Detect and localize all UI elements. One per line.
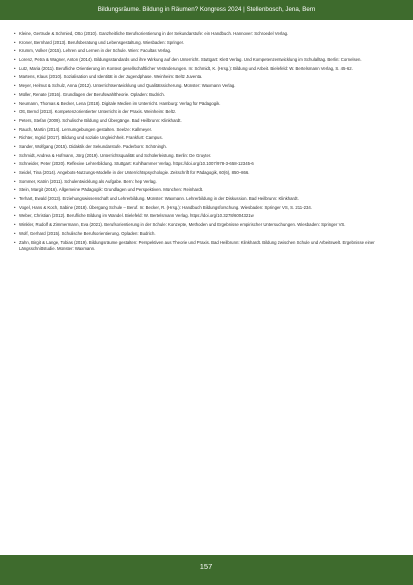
bullet-icon: •: [14, 126, 16, 132]
page-number: 157: [199, 562, 213, 571]
reference-item: • Rauch, Martin (2014). Lernumgebungen gestalten. Seelze: Kallmeyer.: [14, 126, 153, 132]
reference-item: • Schneider, Peter (2020). Reflexive Lehrerbildung. Stuttgart: Kohlhammer Verlag. https://doi.org/10.1007/978-3-658-12345-6: [14, 161, 254, 167]
bullet-icon: •: [14, 204, 16, 210]
reference-item: • Kleine, Gertrude & Schmied, Otto (2010). Ganzheitliche Berufsorientierung in der Sekundarstufe: ein Handbuch. Hannover: Schroedel Verlag.: [14, 31, 289, 36]
reference-item: • Richter, Ingrid (2017). Bildung und soziale Ungleichheit. Frankfurt: Campus.: [14, 135, 163, 141]
bullet-icon: •: [14, 48, 16, 54]
bullet-icon: •: [14, 170, 16, 175]
bullet-icon: •: [14, 83, 16, 89]
reference-list: [14, 31, 400, 254]
reference-item: • Ott, Bernd (2013). Kompetenzorientierter Unterricht in der Praxis. Weinheim: Beltz.: [14, 109, 177, 115]
reference-item: • Winkler, Rudolf & Zimmermann, Eva (2021). Berufsorientierung in der Schule: Konzepte, Methoden und Ergebnisse empirischer Untersuchungen. Wiesbaden: Springer VS.: [14, 222, 346, 228]
bullet-icon: •: [14, 39, 16, 45]
bullet-icon: •: [14, 178, 16, 184]
reference-item: • Lutz, Maria (2011). Berufliche Orientierung im Kontext gesellschaftlicher Veränderungen. In: Schmidt, K. (Hrsg.): Bildung und Arbeit. Bielefeld: W. Bertelsmann Verlag, S. 45-62.: [14, 65, 353, 71]
bullet-icon: •: [14, 161, 16, 167]
reference-item: • Martens, Klaus (2010). Sozialisation und Identität in der Jugendphase. Weinheim: Beltz Juventa.: [14, 74, 203, 80]
reference-item: • Müller, Renate (2016). Grundlagen der Berufswahltheorie. Opladen: Budrich.: [14, 91, 165, 97]
reference-item: • Krumm, Volker (2015). Lehren und Lernen in der Schule. Wien: Facultas Verlag.: [14, 48, 172, 54]
bullet-icon: •: [14, 109, 16, 115]
reference-item: • Stein, Margit (2016). Allgemeine Pädagogik: Grundlagen und Perspektiven. München: Reinhardt.: [14, 187, 204, 193]
bullet-icon: •: [14, 91, 16, 97]
reference-item: • Neumann, Thomas & Becker, Lena (2018). Digitale Medien im Unterricht. Hamburg: Verlag für Pädagogik.: [14, 100, 221, 106]
reference-item: • Weber, Christian (2012). Berufliche Bildung im Wandel. Bielefeld: W. Bertelsmann Verlag. https://doi.org/10.3278/6004321w: [14, 213, 254, 219]
reference-item: • Vogel, Hans & Koch, Sabine (2018). Übergang Schule – Beruf. In: Becker, R. (Hrsg.): Handbuch Bildungsforschung. Wiesbaden: Springer VS, S. 211-234.: [14, 204, 312, 210]
bullet-icon: •: [14, 230, 16, 236]
reference-item: • Seidel, Tina (2014). Angebots-Nutzungs-Modelle in der Unterrichtspsychologie. Zeitschrift für Pädagogik, 60(6), 850–866.: [14, 170, 250, 175]
reference-item: • Wolf, Gerhard (2015). Schulische Berufsorientierung. Opladen: Budrich.: [14, 230, 156, 236]
bullet-icon: •: [14, 143, 16, 149]
reference-item: • Lorenz, Petra & Wagner, Anton (2014). Bildungsstandards und ihre Wirkung auf den Unterricht. Stuttgart: Klett Verlag. Und Kompetenzentwicklung im Schulalltag. Berlin: Cornelsen.: [14, 57, 362, 63]
reference-item: • Sommer, Katrin (2011). Schulentwicklung als Aufgabe. Bern: hep Verlag.: [14, 178, 157, 184]
reference-item: • Zahn, Birgit & Lange, Tobias (2019). Bildungsräume gestalten: Perspektiven aus Theorie und Praxis. Bad Heilbrunn: Klinkhardt. Bildung zwischen Schule und Arbeitswelt. Ergebnisse einer Längsschnittstudie. Münster: Waxmann.: [14, 239, 375, 251]
page-footer: [0, 555, 413, 585]
bullet-icon: •: [14, 222, 16, 228]
header-title: Bildungsräume. Bildung in Räumen? Kongress 2024 | Stellenbosch, Jena, Bern: [97, 6, 316, 13]
reference-item: • Meyer, Helmut & Schulz, Anna (2012). Unterrichtsentwicklung und Qualitätssicherung. Münster: Waxmann Verlag.: [14, 83, 236, 89]
bullet-icon: •: [14, 65, 16, 71]
reference-item: • Terhart, Ewald (2013). Erziehungswissenschaft und Lehrerbildung. Münster: Waxmann. Lehrerbildung in der Diskussion. Bad Heilbrunn: Klinkhardt.: [14, 196, 299, 202]
bullet-icon: •: [14, 239, 16, 245]
bullet-icon: •: [14, 57, 16, 63]
reference-item: • Sander, Wolfgang (2015). Didaktik der Sekundarstufe. Paderborn: Schöningh.: [14, 143, 168, 149]
bullet-icon: •: [14, 187, 16, 193]
bullet-icon: •: [14, 152, 16, 158]
bullet-icon: •: [14, 100, 16, 106]
reference-item: • Schmidt, Andrea & Hofmann, Jörg (2019). Unterrichtsqualität und Schülerleistung. Berlin: De Gruyter.: [14, 152, 212, 158]
bullet-icon: •: [14, 117, 16, 123]
bullet-icon: •: [14, 31, 16, 36]
reference-item: • Kroner, Bernhard (2013). Berufsberatung und Lebensgestaltung. Wiesbaden: Springer.: [14, 39, 185, 45]
bullet-icon: •: [14, 135, 16, 141]
bullet-icon: •: [14, 213, 16, 219]
bullet-icon: •: [14, 196, 16, 202]
page-header: [0, 0, 413, 20]
bullet-icon: •: [14, 74, 16, 80]
reference-item: • Peters, Stefan (2009). Schulische Bildung und Übergänge. Bad Heilbrunn: Klinkhardt.: [14, 117, 182, 123]
